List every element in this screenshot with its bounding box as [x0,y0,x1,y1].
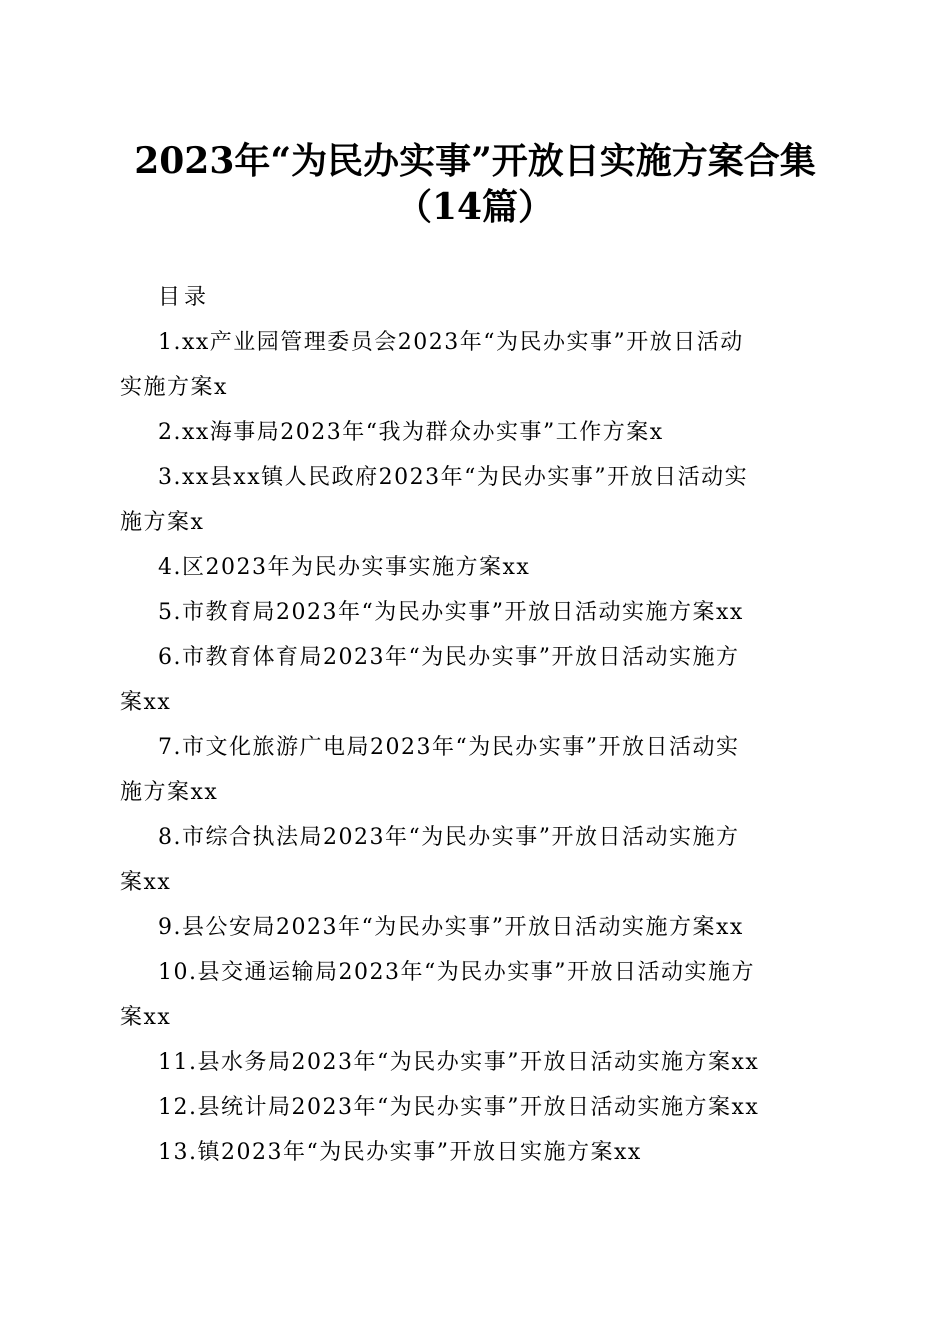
toc-entry-line: 1.xx产业园管理委员会2023年“为民办实事”开放日活动 [158,330,744,355]
toc-entry-line: 9.县公安局2023年“为民办实事”开放日活动实施方案xx [158,915,744,940]
toc-entry-continuation: 施方案x [120,510,205,535]
toc-entry-line: 8.市综合执法局2023年“为民办实事”开放日活动实施方 [158,825,740,850]
toc-entry-line: 11.县水务局2023年“为民办实事”开放日活动实施方案xx [158,1050,760,1075]
document-title-line-2: （14篇） [395,186,555,228]
toc-entry-line: 4.区2023年为民办实事实施方案xx [158,555,531,580]
toc-entry-line: 13.镇2023年“为民办实事”开放日实施方案xx [158,1140,642,1165]
toc-entry-line: 10.县交通运输局2023年“为民办实事”开放日活动实施方 [158,960,755,985]
toc-heading: 目录 [158,285,211,310]
toc-entry-continuation: 案xx [120,870,172,895]
toc-entry-line: 6.市教育体育局2023年“为民办实事”开放日活动实施方 [158,645,740,670]
toc-entry-line: 2.xx海事局2023年“我为群众办实事”工作方案x [158,420,664,445]
toc-entry-continuation: 案xx [120,1005,172,1030]
toc-entry-line: 3.xx县xx镇人民政府2023年“为民办实事”开放日活动实 [158,465,749,490]
toc-entry-line: 12.县统计局2023年“为民办实事”开放日活动实施方案xx [158,1095,760,1120]
toc-entry-line: 5.市教育局2023年“为民办实事”开放日活动实施方案xx [158,600,744,625]
toc-entry-continuation: 案xx [120,690,172,715]
toc-entry-continuation: 实施方案x [120,375,228,400]
document-title-line-1: 2023年“为民办实事”开放日实施方案合集 [134,140,816,182]
toc-entry-continuation: 施方案xx [120,780,219,805]
toc-entry-line: 7.市文化旅游广电局2023年“为民办实事”开放日活动实 [158,735,740,760]
